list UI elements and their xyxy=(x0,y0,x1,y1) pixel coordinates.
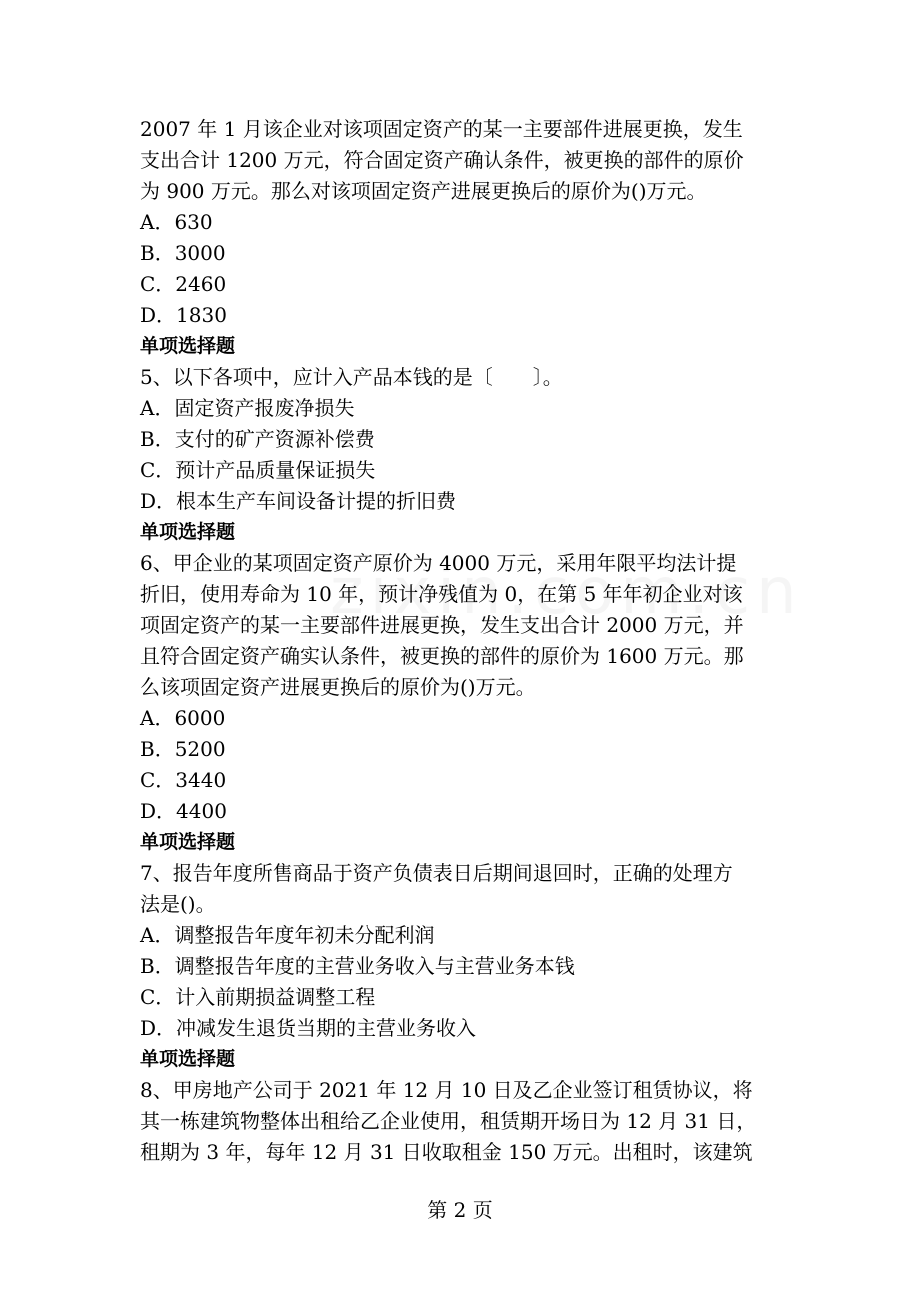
question-stem-line: 7、报告年度所售商品于资产负债表日后期间退回时，正确的处理方 xyxy=(140,861,733,885)
section-heading: 单项选择题 xyxy=(140,521,236,543)
option-c: C．3440 xyxy=(140,768,227,792)
option-b: B．调整报告年度的主营业务收入与主营业务本钱 xyxy=(140,954,575,978)
option-a: A．630 xyxy=(140,210,213,234)
question-stem-line: 折旧，使用寿命为 10 年，预计净残值为 0，在第 5 年年初企业对该 xyxy=(140,582,743,606)
option-c: C．预计产品质量保证损失 xyxy=(140,458,376,482)
option-b: B．5200 xyxy=(140,737,226,761)
option-d: D．1830 xyxy=(140,303,227,327)
option-c: C．2460 xyxy=(140,272,227,296)
section-heading: 单项选择题 xyxy=(140,1048,236,1070)
document-body xyxy=(140,114,785,1168)
question-stem-line: 项固定资产的某一主要部件进展更换，发生支出合计 2000 万元，并 xyxy=(140,613,744,637)
question-stem-line: 法是()。 xyxy=(140,892,216,916)
page-number: 第 2 页 xyxy=(427,1198,493,1222)
question-stem-line: 6、甲企业的某项固定资产原价为 4000 万元，采用年限平均法计提 xyxy=(140,551,737,575)
question-stem-line: 2007 年 1 月该企业对该项固定资产的某一主要部件进展更换，发生 xyxy=(140,117,743,141)
question-4-continued xyxy=(140,114,785,331)
question-stem-line: 为 900 万元。那么对该项固定资产进展更换后的原价为()万元。 xyxy=(140,179,707,203)
option-d: D．4400 xyxy=(140,799,227,823)
question-stem-line: 租期为 3 年，每年 12 月 31 日收取租金 150 万元。出租时，该建筑 xyxy=(140,1140,753,1164)
option-a: A．调整报告年度年初未分配利润 xyxy=(140,923,435,947)
question-8 xyxy=(140,1044,785,1168)
question-stem-line: 么该项固定资产进展更换后的原价为()万元。 xyxy=(140,675,536,699)
question-stem-line: 5、以下各项中，应计入产品本钱的是〔 〕。 xyxy=(140,365,563,389)
question-stem-line: 支出合计 1200 万元，符合固定资产确认条件，被更换的部件的原价 xyxy=(140,148,744,172)
option-a: A．6000 xyxy=(140,706,226,730)
question-stem-line: 其一栋建筑物整体出租给乙企业使用，租赁期开场日为 12 月 31 日， xyxy=(140,1109,757,1133)
option-d: D．根本生产车间设备计提的折旧费 xyxy=(140,489,457,513)
option-d: D．冲减发生退货当期的主营业务收入 xyxy=(140,1016,477,1040)
question-5 xyxy=(140,331,785,517)
section-heading: 单项选择题 xyxy=(140,831,236,853)
option-b: B．支付的矿产资源补偿费 xyxy=(140,427,375,451)
question-7 xyxy=(140,827,785,1044)
option-a: A．固定资产报废净损失 xyxy=(140,396,355,420)
option-c: C．计入前期损益调整工程 xyxy=(140,985,376,1009)
question-6 xyxy=(140,517,785,827)
question-stem-line: 8、甲房地产公司于 2021 年 12 月 10 日及乙企业签订租赁协议，将 xyxy=(140,1078,753,1102)
option-b: B．3000 xyxy=(140,241,226,265)
section-heading: 单项选择题 xyxy=(140,335,236,357)
question-stem-line: 且符合固定资产确实认条件，被更换的部件的原价为 1600 万元。那 xyxy=(140,644,744,668)
